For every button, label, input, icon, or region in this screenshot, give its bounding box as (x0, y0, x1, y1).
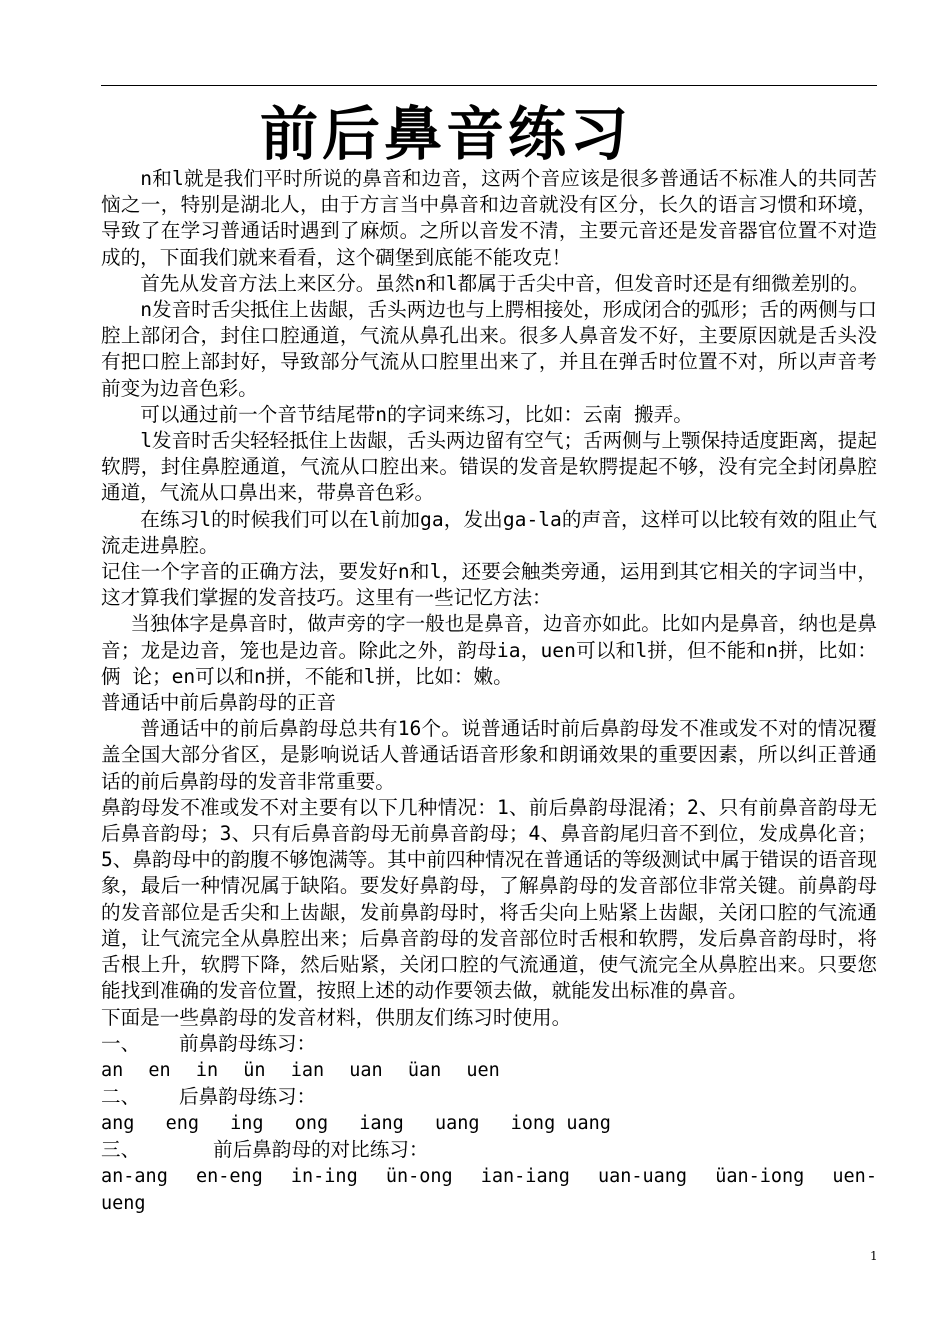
pinyin-item: en (148, 1059, 171, 1081)
pinyin-item: üan-iong (715, 1166, 805, 1188)
section-1-number: 一、 (101, 1031, 141, 1055)
section-3-heading (101, 1137, 877, 1163)
paragraph-intro: n和l就是我们平时所说的鼻音和边音，这两个音应该是很多普通话不标准人的共同苦恼之一，特别是湖北人，由于方言当中鼻音和边音就没有区分，长久的语言习惯和环境，导致了在学习普通话时遇到了麻烦。之所以音发不清，主要元音还是发音器官位置不对造成的，下面我们就来看看，这个碉堡到底能不能攻克！ (101, 167, 877, 269)
pinyin-item: uen- (832, 1166, 877, 1188)
section-1-items (101, 1057, 877, 1084)
section-1-title: 前鼻韵母练习： (179, 1031, 317, 1055)
section-1-heading (101, 1031, 877, 1057)
pinyin-item: ian-iang (480, 1166, 570, 1188)
paragraph-method: 首先从发音方法上来区分。虽然n和l都属于舌尖中音，但发音时还是有细微差别的。 (140, 271, 870, 295)
paragraph-materials-intro: 下面是一些鼻韵母的发音材料，供朋友们练习时使用。 (101, 1005, 572, 1029)
page-title: 前后鼻音练习 (259, 100, 632, 168)
section-3-number: 三、 (101, 1138, 141, 1162)
paragraph-nasal-errors: 鼻韵母发不准或发不对主要有以下几种情况：1、前后鼻韵母混淆；2、只有前鼻音韵母无后鼻音韵母；3、只有后鼻音韵母无前鼻音韵母；4、鼻音韵尾归音不到位，发成鼻化音；5、鼻韵母中的韵腹不够饱满等。其中前四种情况在普通话的等级测试中属于错误的语音现象，最后一种情况属于缺陷。要发好鼻韵母，了解鼻韵母的发音部位非常关键。前鼻韵母的发音部位是舌尖和上齿龈，发前鼻韵母时，将舌尖向上贴紧上齿龈，关闭口腔的气流通道，让气流完全从鼻腔出来；后鼻音韵母的发音部位时舌根和软腭，发后鼻音韵母时，将舌根上升，软腭下降，然后贴紧，关闭口腔的气流通道，使气流完全从鼻腔出来。只要您能找到准确的发音位置，按照上述的动作要领去做，就能发出标准的鼻音。 (101, 795, 877, 1003)
pinyin-item: iong uang (510, 1113, 611, 1135)
section-2-items (101, 1110, 877, 1137)
pinyin-item: en-eng (195, 1166, 263, 1188)
pinyin-item: ian (290, 1059, 325, 1081)
pinyin-item: in (195, 1059, 219, 1081)
pinyin-item: uen (466, 1059, 500, 1081)
pinyin-item: uan (349, 1059, 383, 1081)
section-3-title: 前后鼻韵母的对比练习： (213, 1138, 429, 1162)
section-2-title: 后鼻韵母练习： (179, 1084, 317, 1108)
pinyin-item: uan-uang (597, 1166, 688, 1188)
section-2-number: 二、 (101, 1084, 141, 1108)
pinyin-item: iang (359, 1113, 404, 1135)
pinyin-item: ang (101, 1113, 135, 1135)
paragraph-n-practice: 可以通过前一个音节结尾带n的字词来练习，比如：云南 搬弄。 (140, 402, 693, 426)
paragraph-memory-rule: 当独体字是鼻音时，做声旁的字一般也是鼻音，边音亦如此。比如内是鼻音，纳也是鼻音；龙是边音，笼也是边音。除此之外，韵母ia，uen可以和l拼，但不能和n拼，比如：俩 论；en可以和n拼，不能和l拼，比如：嫩。 (101, 612, 877, 688)
pinyin-item: ing (230, 1113, 264, 1135)
paragraph-nasal-overview: 普通话中的前后鼻韵母总共有16个。说普通话时前后鼻韵母发不准或发不对的情况覆盖全国大部分省区，是影响说话人普通话语音形象和朗诵效果的重要因素，所以纠正普通话的前后鼻韵母的发音非常重要。 (101, 717, 877, 793)
pinyin-item: an-ang (101, 1166, 168, 1188)
pinyin-item: eng (165, 1113, 199, 1135)
page-number: 1 (870, 1249, 878, 1263)
paragraph-l-sound: l发音时舌尖轻轻抵住上齿龈，舌头两边留有空气；舌两侧与上颚保持适度距离，提起软腭，封住鼻腔通道，气流从口腔出来。错误的发音是软腭提起不够，没有完全封闭鼻腔通道，气流从口鼻出来，带鼻音色彩。 (101, 429, 877, 505)
paragraph-l-practice: 在练习l的时候我们可以在l前加ga，发出ga-la的声音，这样可以比较有效的阻止气流走进鼻腔。 (101, 507, 877, 557)
paragraph-n-sound: n发音时舌尖抵住上齿龈，舌头两边也与上腭相接处，形成闭合的弧形；舌的两侧与口腔上部闭合，封住口腔通道，气流从鼻孔出来。很多人鼻音发不好，主要原因就是舌头没有把口腔上部封好，导致部分气流从口腔里出来了，并且在弹舌时位置不对，所以声音考前变为边音色彩。 (101, 298, 877, 400)
section-2-heading (101, 1084, 877, 1110)
pinyin-item: an (101, 1059, 124, 1081)
document-body (101, 166, 877, 1217)
pinyin-item: uang (434, 1113, 480, 1135)
document-page (101, 0, 877, 1344)
header-rule (101, 85, 877, 86)
pinyin-item: üan (407, 1059, 442, 1081)
section-3-items (101, 1163, 877, 1190)
paragraph-memory-method: 记住一个字音的正确方法，要发好n和l，还要会触类旁通，运用到其它相关的字词当中，这才算我们掌握的发音技巧。这里有一些记忆方法： (101, 560, 877, 610)
pinyin-item: ün-ong (385, 1166, 453, 1188)
section-heading-nasal-finals: 普通话中前后鼻韵母的正音 (101, 691, 337, 715)
section-3-continuation: ueng (101, 1193, 146, 1215)
pinyin-item: in-ing (290, 1166, 358, 1188)
pinyin-item: ün (243, 1059, 266, 1081)
pinyin-item: ong (294, 1113, 329, 1135)
